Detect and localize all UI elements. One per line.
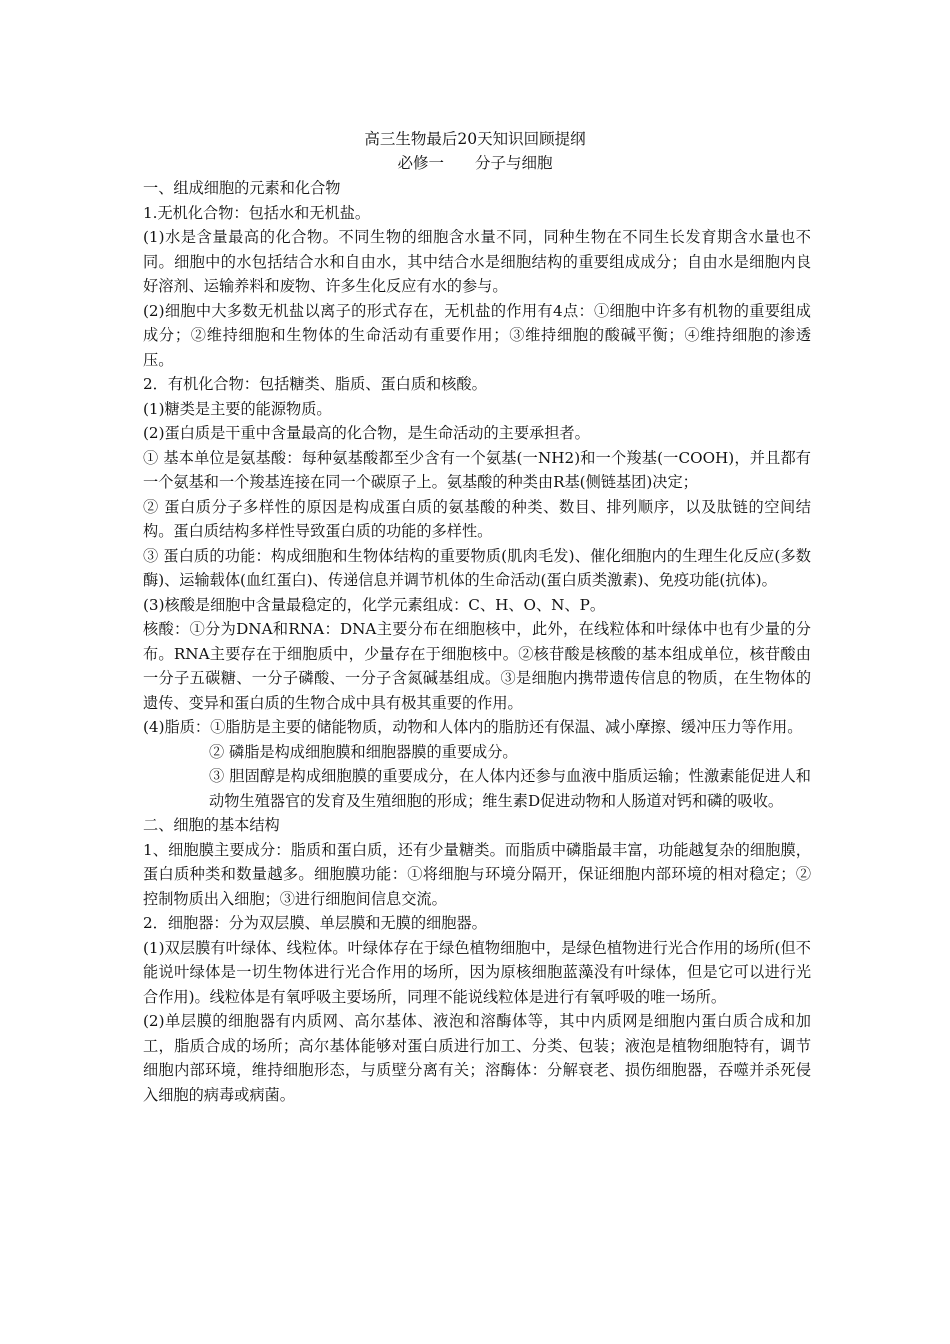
paragraph: (1)糖类是主要的能源物质。 [143, 399, 332, 418]
paragraph: ③ 蛋白质的功能：构成细胞和生物体结构的重要物质(肌肉毛发)、催化细胞内的生理生化反应(多数酶)、运输载体(血红蛋白)、传递信息并调节机体的生命活动(蛋白质类激素)、免疫功能(抗体)。 [143, 546, 811, 589]
paragraph: ② 蛋白质分子多样性的原因是构成蛋白质的氨基酸的种类、数目、排列顺序，以及肽链的空间结构。蛋白质结构多样性导致蛋白质的功能的多样性。 [143, 497, 811, 540]
section-heading: 二、细胞的基本结构 [143, 816, 280, 834]
paragraph: (2)蛋白质是干重中含量最高的化合物，是生命活动的主要承担者。 [143, 424, 590, 442]
paragraph: (2)单层膜的细胞器有内质网、高尔基体、液泡和溶酶体等，其中内质网是细胞内蛋白质合成和加工，脂质合成的场所；高尔基体能够对蛋白质进行加工、分类、包装；液泡是植物细胞特有，调节细胞内部环境，维持细胞形态，与质壁分离有关；溶酶体：分解衰老、损伤细胞器，吞噬并杀死侵入细胞的病毒或病菌。 [143, 1012, 811, 1104]
paragraph: (1)双层膜有叶绿体、线粒体。叶绿体存在于绿色植物细胞中，是绿色植物进行光合作用的场所(但不能说叶绿体是一切生物体进行光合作用的场所，因为原核细胞蓝藻没有叶绿体，但是它可以进行光合作用)。线粒体是有氧呼吸主要场所，同理不能说线粒体是进行有氧呼吸的唯一场所。 [143, 938, 811, 1006]
indented-paragraph: ③ 胆固醇是构成细胞膜的重要成分，在人体内还参与血液中脂质运输；性激素能促进人和动物生殖器官的发育及生殖细胞的形成；维生素D促进动物和人肠道对钙和磷的吸收。 [209, 767, 811, 810]
section-heading: 一、组成细胞的元素和化合物 [143, 179, 341, 197]
paragraph: (2)细胞中大多数无机盐以离子的形式存在，无机盐的作用有4点：①细胞中许多有机物的重要组成成分；②维持细胞和生物体的生命活动有重要作用；③维持细胞的酸碱平衡；④维持细胞的渗透压。 [143, 301, 811, 369]
paragraph: 1、细胞膜主要成分：脂质和蛋白质，还有少量糖类。而脂质中磷脂最丰富，功能越复杂的细胞膜，蛋白质种类和数量越多。细胞膜功能：①将细胞与环境分隔开，保证细胞内部环境的相对稳定；②控制物质出入细胞；③进行细胞间信息交流。 [143, 840, 811, 908]
paragraph: 2．有机化合物：包括糖类、脂质、蛋白质和核酸。 [143, 375, 487, 393]
paragraph: ① 基本单位是氨基酸：每种氨基酸都至少含有一个氨基(一NH2)和一个羧基(一COOH)，并且都有一个氨基和一个羧基连接在同一个碳原子上。氨基酸的种类由R基(侧链基团)决定； [143, 448, 811, 491]
indented-paragraph: ② 磷脂是构成细胞膜和细胞器膜的重要成分。 [209, 742, 518, 761]
paragraph: 1.无机化合物：包括水和无机盐。 [143, 203, 371, 222]
paragraph: (4)脂质：①脂肪是主要的储能物质，动物和人体内的脂肪还有保温、减小摩擦、缓冲压力等作用。 [143, 718, 803, 736]
document-subtitle: 必修一 分子与细胞 [397, 154, 553, 172]
paragraph: 核酸：①分为DNA和RNA：DNA主要分布在细胞核中，此外，在线粒体和叶绿体中也有少量的分布。RNA主要存在于细胞质中，少量存在于细胞核中。②核苷酸是核酸的基本组成单位，核苷酸由一分子五碳糖、一分子磷酸、一分子含氮碱基组成。③是细胞内携带遗传信息的物质，在生物体的遗传、变异和蛋白质的生物合成中具有极其重要的作用。 [143, 620, 811, 712]
paragraph: (1)水是含量最高的化合物。不同生物的细胞含水量不同，同种生物在不同生长发育期含水量也不同。细胞中的水包括结合水和自由水，其中结合水是细胞结构的重要组成成分；自由水是细胞内良好溶剂、运输养料和废物、许多生化反应有水的参与。 [143, 228, 811, 295]
document-title: 高三生物最后20天知识回顾提纲 [364, 130, 586, 148]
paragraph: 2．细胞器：分为双层膜、单层膜和无膜的细胞器。 [143, 914, 487, 932]
title-block [0, 127, 950, 175]
paragraph: (3)核酸是细胞中含量最稳定的，化学元素组成：C、H、O、N、P。 [143, 595, 606, 614]
document-body [143, 176, 811, 1107]
